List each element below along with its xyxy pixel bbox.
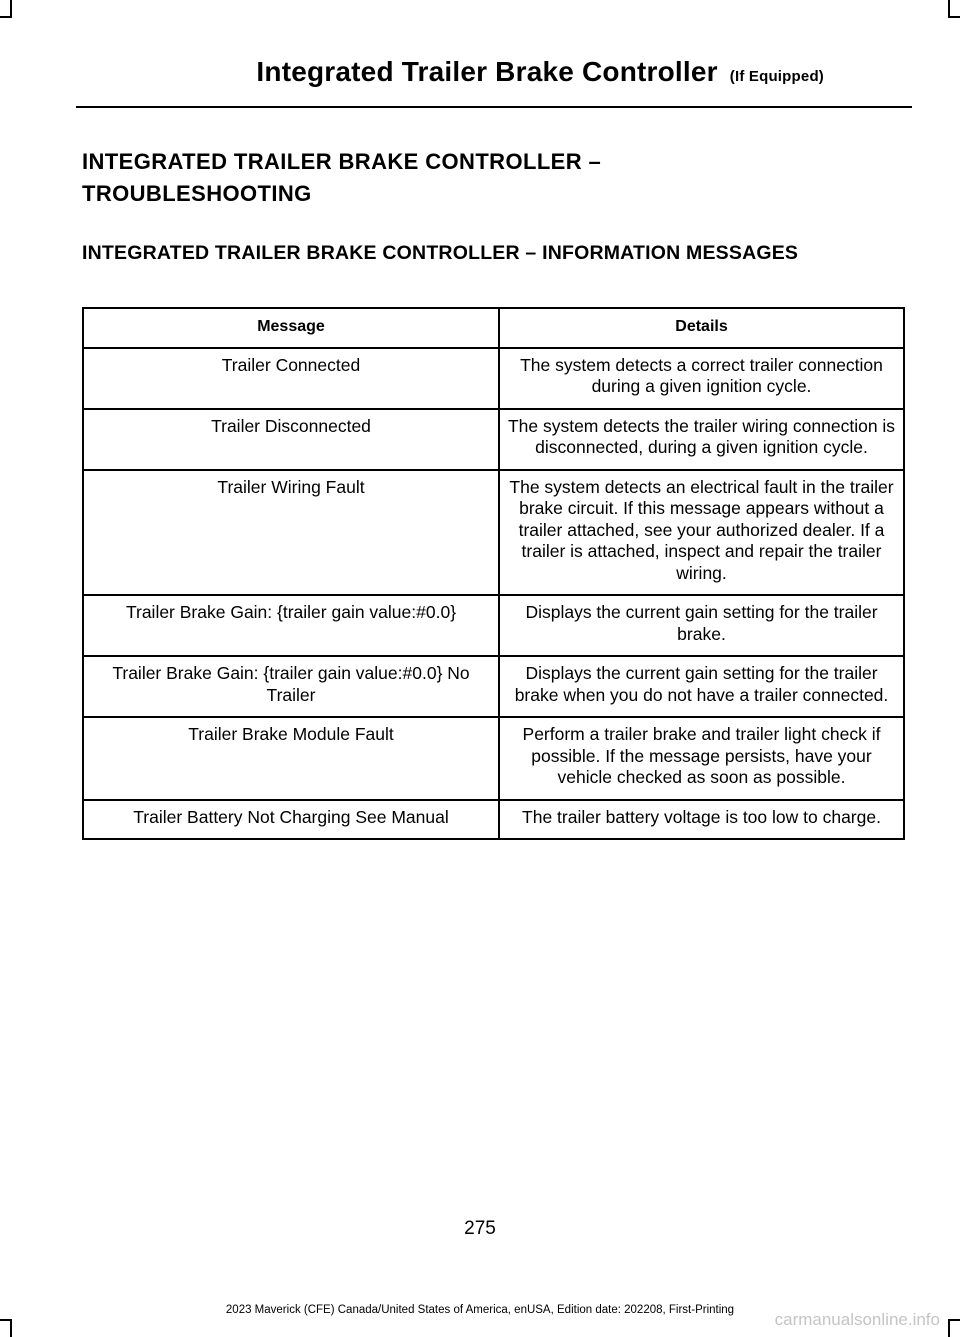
page-number: 275 (464, 1218, 496, 1239)
edition-footer: 2023 Maverick (CFE) Canada/United States of America, enUSA, Edition date: 202208, First-Printing (225, 1304, 735, 1316)
details-cell: Displays the current gain setting for the trailer brake. (499, 595, 904, 656)
column-header-message: Message (83, 308, 499, 348)
table-row (83, 409, 904, 470)
column-header-details: Details (499, 308, 904, 348)
details-cell: Displays the current gain setting for the trailer brake when you do not have a trailer connected. (499, 656, 904, 717)
details-cell: Perform a trailer brake and trailer light check if possible. If the message persists, have your vehicle checked as soon as possible. (499, 717, 904, 800)
running-header-subtitle: (If Equipped) (729, 68, 824, 85)
crop-mark-top-right (948, 16, 960, 18)
table-row (83, 717, 904, 800)
crop-mark-bottom-right (948, 1319, 960, 1321)
message-cell: Trailer Connected (83, 348, 499, 409)
information-messages-table (82, 307, 905, 840)
details-cell: The system detects an electrical fault in the trailer brake circuit. If this message appears without a trailer attached, see your authorized dealer. If a trailer is attached, inspect and repair the trailer wiring. (499, 470, 904, 596)
running-header (256, 56, 824, 88)
table-row (83, 470, 904, 596)
message-cell: Trailer Battery Not Charging See Manual (83, 800, 499, 840)
message-cell: Trailer Brake Gain: {trailer gain value:#0.0} No Trailer (83, 656, 499, 717)
watermark: carmanualsonline.info (774, 1310, 940, 1329)
crop-mark-bottom-left (0, 1319, 12, 1321)
running-header-title: Integrated Trailer Brake Controller (256, 56, 718, 87)
crop-mark-bottom-left (10, 1319, 12, 1337)
message-cell: Trailer Wiring Fault (83, 470, 499, 596)
message-cell: Trailer Brake Gain: {trailer gain value:#0.0} (83, 595, 499, 656)
details-cell: The system detects a correct trailer connection during a given ignition cycle. (499, 348, 904, 409)
header-rule (76, 106, 912, 108)
table-row (83, 348, 904, 409)
section-subheading: INTEGRATED TRAILER BRAKE CONTROLLER – INFORMATION MESSAGES (82, 242, 799, 264)
table-row (83, 800, 904, 840)
message-cell: Trailer Disconnected (83, 409, 499, 470)
section-heading-line1: INTEGRATED TRAILER BRAKE CONTROLLER – (82, 149, 602, 174)
details-cell: The trailer battery voltage is too low to charge. (499, 800, 904, 840)
details-cell: The system detects the trailer wiring connection is disconnected, during a given ignition cycle. (499, 409, 904, 470)
table-row (83, 656, 904, 717)
crop-mark-bottom-right (948, 1319, 950, 1337)
message-cell: Trailer Brake Module Fault (83, 717, 499, 800)
crop-mark-top-left (0, 16, 12, 18)
table-row (83, 595, 904, 656)
section-heading-line2: TROUBLESHOOTING (82, 181, 312, 206)
section-heading (82, 146, 601, 210)
table-header-row (83, 308, 904, 348)
